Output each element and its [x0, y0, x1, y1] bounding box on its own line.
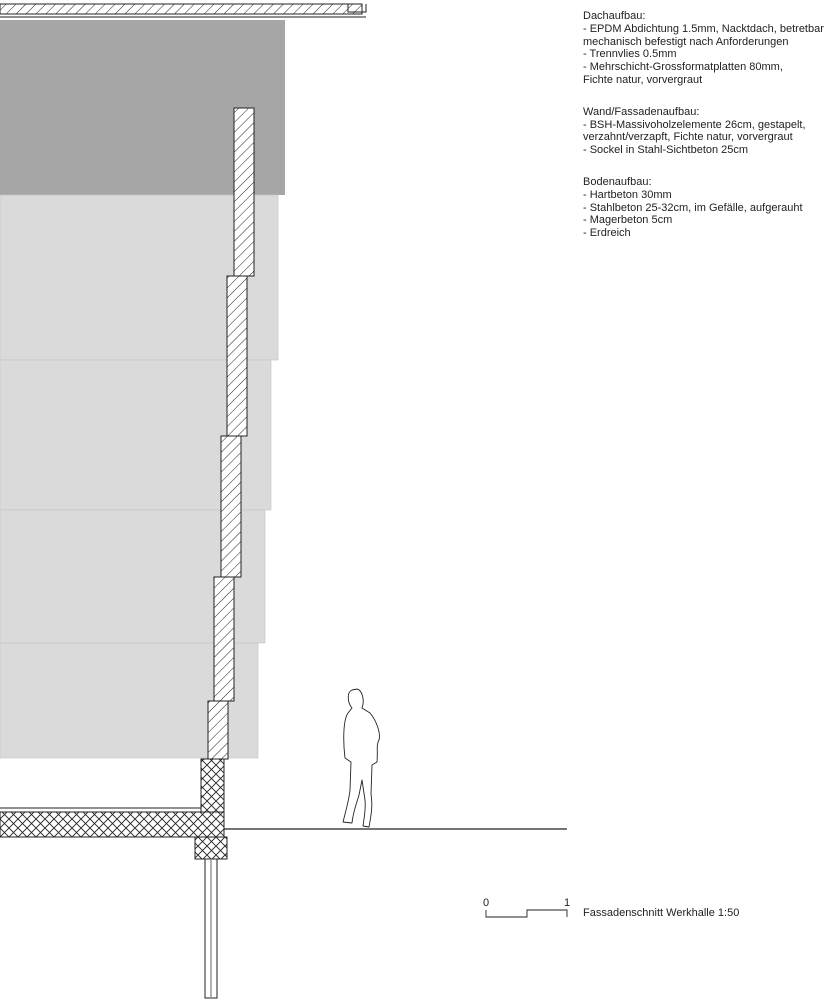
floor-heading: Bodenaufbau: [583, 175, 652, 188]
wall-build-up [583, 106, 823, 157]
floor-build-up [583, 176, 823, 240]
roof-line: - Mehrschicht-Grossformatplatten 80mm, [583, 61, 783, 74]
drawing-caption: Fassadenschnitt Werkhalle 1:50 [583, 907, 740, 919]
roof-edge [0, 4, 366, 17]
scale-bar [486, 910, 567, 917]
wall-line: - BSH-Massivoholzelemente 26cm, gestapelt, [583, 118, 806, 131]
foundation-pile [205, 859, 217, 998]
concrete-plinth-and-slab [0, 759, 227, 859]
construction-notes [583, 10, 823, 259]
wall-line: - Sockel in Stahl-Sichtbeton 25cm [583, 144, 749, 157]
roof-line: - Trennvlies 0.5mm [583, 48, 677, 61]
human-figure [343, 689, 379, 827]
floor-line: - Erdreich [583, 227, 631, 240]
roof-line: Fichte natur, vorvergraut [583, 73, 703, 86]
floor-line: - Magerbeton 5cm [583, 214, 673, 227]
wall-line: verzahnt/verzapft, Fichte natur, vorvergraut [583, 131, 793, 144]
floor-line: - Stahlbeton 25-32cm, im Gefälle, aufgerauht [583, 201, 803, 214]
floor-line: - Hartbeton 30mm [583, 188, 672, 201]
scale-bar-start-label: 0 [483, 897, 490, 909]
wall-heading: Wand/Fassadenaufbau: [583, 105, 700, 118]
roof-line: mechanisch befestigt nach Anforderungen [583, 35, 789, 48]
scale-bar-end-label: 1 [564, 897, 571, 909]
roof-line: - EPDM Abdichtung 1.5mm, Nacktdach, betretbar [583, 22, 824, 35]
roof-heading: Dachaufbau: [583, 10, 646, 22]
roof-build-up [583, 10, 823, 87]
